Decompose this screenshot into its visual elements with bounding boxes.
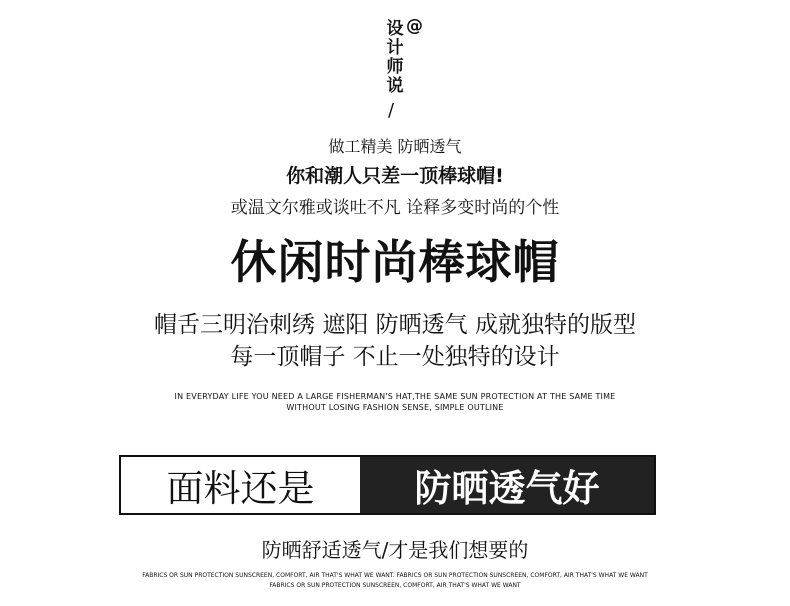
headline: 休闲时尚棒球帽 <box>230 235 560 289</box>
slash-mark: / <box>388 100 395 121</box>
english-line-1: IN EVERYDAY LIFE YOU NEED A LARGE FISHERMAN'S HAT,THE SAME SUN PROTECTION AT THE SAME TIME <box>174 392 616 401</box>
designer-says-vertical <box>384 20 406 96</box>
banner-left-text: 面料还是 <box>166 467 315 510</box>
at-sign: @ <box>406 16 423 36</box>
subtitle-line-1: 帽舌三明治刺绣 遮阳 防晒透气 成就独特的版型 <box>154 312 636 338</box>
intro-line-2: 你和潮人只差一顶棒球帽! <box>286 165 504 187</box>
footer-english-2: FABRICS OR SUN PROTECTION SUNSCREEN, COMFORT, AIR THAT'S WHAT WE WANT <box>269 582 521 589</box>
subtitle-line-2: 每一顶帽子 不止一处独特的设计 <box>230 344 560 370</box>
fabric-banner <box>119 455 656 515</box>
designer-char: 计 <box>386 38 404 58</box>
english-line-2: WITHOUT LOSING FASHION SENSE, SIMPLE OUTLINE <box>286 403 504 412</box>
designer-char: 设 <box>386 19 404 39</box>
intro-line-1: 做工精美 防晒透气 <box>328 137 462 156</box>
intro-line-3: 或温文尔雅或谈吐不凡 诠释多变时尚的个性 <box>230 198 560 218</box>
designer-char: 师 <box>386 57 404 77</box>
bottom-slogan: 防晒舒适透气/才是我们想要的 <box>261 538 529 562</box>
banner-right-text: 防晒透气好 <box>360 457 654 513</box>
footer-english-1: FABRICS OR SUN PROTECTION SUNSCREEN, COMFORT, AIR THAT'S WHAT WE WANT. FABRICS OR SUN PROTECTION SUNSCREEN, COMFORT, AIR THAT'S WHAT WE WANT <box>142 572 648 579</box>
designer-char: 说 <box>386 76 404 96</box>
